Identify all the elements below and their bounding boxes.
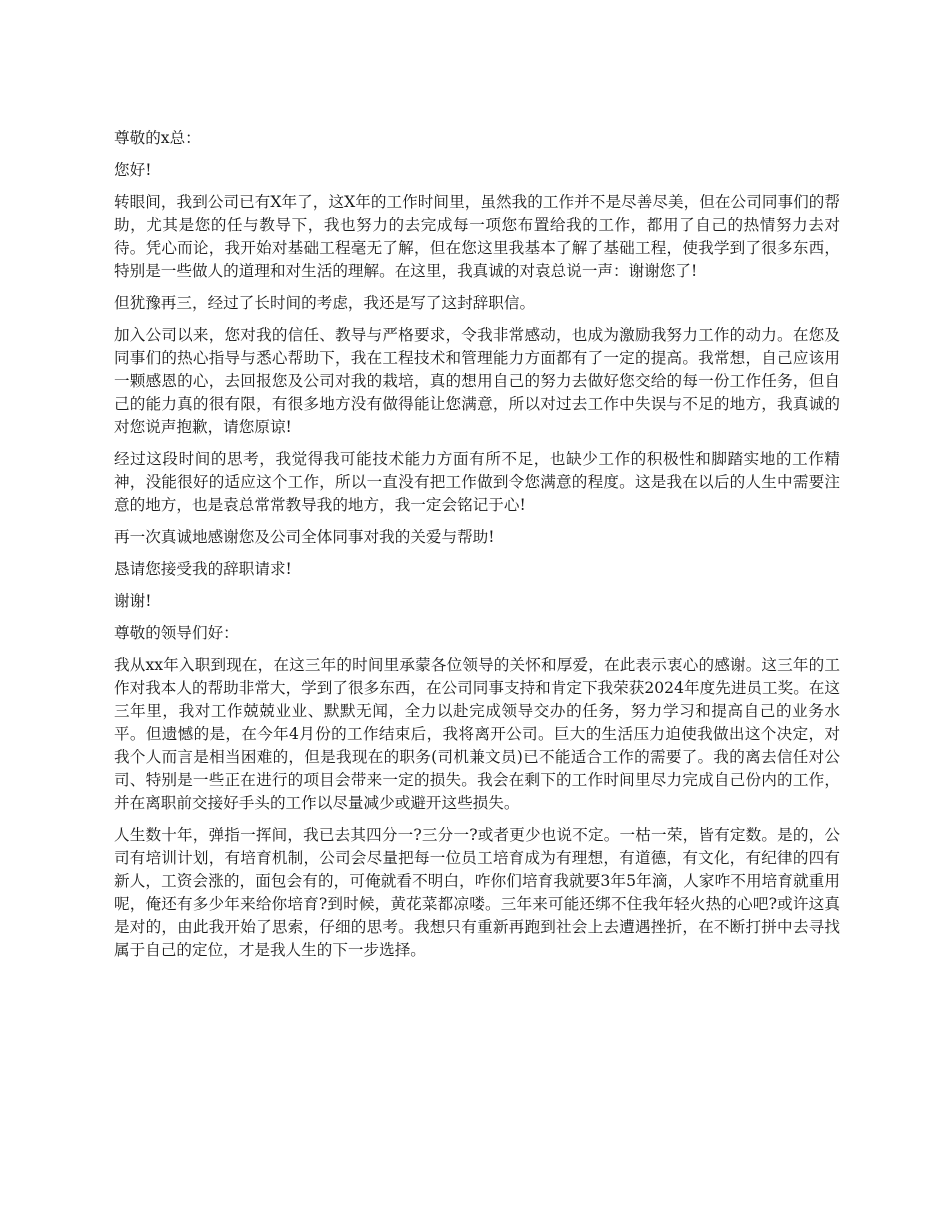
letter-body [114,127,840,971]
greeting: 您好! [114,161,152,179]
paragraph-gratitude: 转眼间，我到公司已有X年了，这X年的工作时间里，虽然我的工作并不是尽善尽美，但在公司同事们的帮助，尤其是您的任与教导下，我也努力的去完成每一项您布置给我的工作，都用了自己的热情努力去对待。凭心而论，我开始对基础工程毫无了解，但在您这里我基本了解了基础工程，使我学到了很多东西，特别是一些做人的道理和对生活的理解。在这里，我真诚的对袁总说一声：谢谢您了! [114,193,840,280]
salutation-1: 尊敬的x总： [114,129,201,147]
paragraph-thanks-again: 再一次真诚地感谢您及公司全体同事对我的关爱与帮助! [114,528,495,546]
salutation-2: 尊敬的领导们好： [114,624,239,642]
paragraph-decision: 但犹豫再三，经过了长时间的考虑，我还是写了这封辞职信。 [114,294,536,312]
paragraph-thanks-guidance: 加入公司以来，您对我的信任、教导与严格要求，令我非常感动，也成为激励我努力工作的动力。在您及同事们的热心指导与悉心帮助下，我在工程技术和管理能力方面都有了一定的提高。我常想，自己应该用一颗感恩的心，去回报您及公司对我的栽培，真的想用自己的努力去做好您交给的每一份工作任务，但自己的能力真的很有限，有很多地方没有做得能让您满意，所以对过去工作中失误与不足的地方，我真诚的对您说声抱歉，请您原谅! [114,326,840,436]
paragraph-life-reflection: 人生数十年，弹指一挥间，我已去其四分一?三分一?或者更少也说不定。一枯一荣，皆有定数。是的，公司有培训计划，有培育机制，公司会尽量把每一位员工培育成为有理想，有道德，有文化，有纪律的四有新人，工资会涨的，面包会有的，可俺就看不明白，咋你们培育我就要3年5年滴，人家咋不用培育就重用呢，俺还有多少年来给你培育?到时候，黄花菜都凉喽。三年来可能还绑不住我年轻火热的心吧?或许这真是对的，由此我开始了思索，仔细的思考。我想只有重新再跑到社会上去遭遇挫折，在不断打拼中去寻找属于自己的定位，才是我人生的下一步选择。 [114,826,840,959]
paragraph-request: 恳请您接受我的辞职请求! [114,560,292,578]
paragraph-reflection: 经过这段时间的思考，我觉得我可能技术能力方面有所不足，也缺少工作的积极性和脚踏实地的工作精神，没能很好的适应这个工作，所以一直没有把工作做到令您满意的程度。这是我在以后的人生中需要注意的地方，也是袁总常常教导我的地方，我一定会铭记于心! [114,450,840,514]
closing-thanks: 谢谢! [114,592,152,610]
paragraph-service-summary: 我从xx年入职到现在，在这三年的时间里承蒙各位领导的关怀和厚爱，在此表示衷心的感谢。这三年的工作对我本人的帮助非常大，学到了很多东西，在公司同事支持和肯定下我荣获2024年度先进员工奖。在这三年里，我对工作兢兢业业、默默无闻，全力以赴完成领导交办的任务，努力学习和提高自己的业务水平。但遗憾的是，在今年4月份的工作结束后，我将离开公司。巨大的生活压力迫使我做出这个决定，对我个人而言是相当困难的，但是我现在的职务(司机兼文员)已不能适合工作的需要了。我的离去信任对公司、特别是一些正在进行的项目会带来一定的损失。我会在剩下的工作时间里尽力完成自己份内的工作，并在离职前交接好手头的工作以尽量减少或避开这些损失。 [114,656,840,812]
